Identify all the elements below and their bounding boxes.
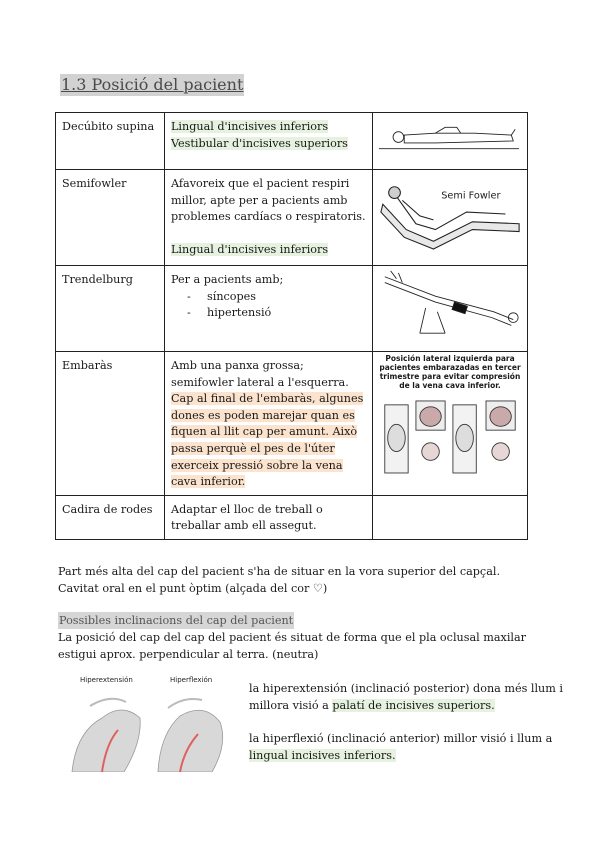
highlight-text: Vestibular d'incisives superiors	[171, 136, 348, 150]
hyperflexion-text	[249, 730, 569, 764]
condition-list	[171, 289, 366, 322]
section-intro: La posició del cap del cap del pacient és situat de forma que el pla oclusal maxilar estigui aprox. perpendicular al terra. (neutra)	[58, 631, 527, 661]
supine-figure	[377, 115, 523, 163]
position-name: Decúbito supina	[56, 113, 165, 170]
position-desc	[165, 352, 373, 496]
pregnancy-position-figure	[377, 394, 523, 478]
position-name: Cadira de rodes	[56, 495, 165, 539]
position-desc	[165, 170, 373, 266]
hyperflexion-label: Hiperflexión	[170, 676, 213, 684]
pregnancy-caption: Posición lateral izquierda para pacientes embarazadas en tercer trimestre para evitar compresión de la vena cava inferior.	[379, 354, 521, 390]
semi-fowler-figure	[377, 172, 523, 256]
highlight-text: Lingual d'incisives inferiors	[171, 120, 329, 133]
position-image-cell	[373, 113, 528, 170]
hyperextension-desc: la hiperextensión (inclinació posterior) dona més llum i millora visió a	[249, 682, 564, 712]
highlight-text: lingual incisives inferiors.	[249, 749, 396, 762]
position-text: Afavoreix que el pacient respiri millor, apte per a pacients amb problemes cardíacs o respiratoris.	[171, 177, 366, 224]
hyperextension-label: Hiperextensión	[80, 676, 133, 684]
positions-table	[55, 112, 528, 540]
position-desc: Adaptar el lloc de treball o treballar amb ell assegut.	[165, 495, 373, 539]
semi-fowler-caption: Semi Fowler	[441, 190, 501, 202]
paragraph: Part més alta del cap del pacient s'ha de situar en la vora superior del capçal.	[58, 565, 501, 578]
position-name: Trendelburg	[56, 266, 165, 352]
hyperextension-head	[72, 699, 140, 772]
position-name: Embaràs	[56, 352, 165, 496]
position-text: Per a pacients amb;	[171, 273, 284, 286]
highlight-text: Lingual d'incisives inferiors	[171, 243, 329, 257]
position-image-cell	[373, 495, 528, 539]
highlight-text: Cap al final de l'embaràs, algunes dones es poden marejar quan es fiquen al llit cap per amunt. Això passa perquè el pes de l'úter exerceix pressió sobre la vena cava inferior.	[171, 392, 364, 489]
position-name: Semifowler	[56, 170, 165, 266]
position-text: Amb una panxa grossa; semifowler lateral a l'esquerra.	[171, 359, 349, 389]
list-item: - síncopes	[187, 289, 366, 306]
table-row	[56, 113, 528, 170]
position-image-cell	[373, 266, 528, 352]
position-desc	[165, 113, 373, 170]
list-item: - hipertensió	[187, 305, 366, 322]
highlight-text: palatí de incisives superiors.	[332, 699, 495, 712]
position-desc	[165, 266, 373, 352]
hyperextension-text	[249, 680, 569, 714]
table-row	[56, 170, 528, 266]
table-row	[56, 266, 528, 352]
hyperflexion-desc: la hiperflexió (inclinació anterior) millor visió i llum a	[249, 732, 553, 745]
table-row	[56, 495, 528, 539]
page-title: 1.3 Posició del pacient	[61, 75, 244, 94]
paragraph: Cavitat oral en el punt òptim (alçada del cor ♡)	[58, 582, 328, 595]
trendelenburg-figure	[377, 268, 523, 340]
section-heading: Possibles inclinacions del cap del pacient	[59, 614, 294, 627]
head-inclination-figure	[62, 672, 232, 772]
position-image-cell	[373, 170, 528, 266]
table-row	[56, 352, 528, 496]
position-image-cell	[373, 352, 528, 496]
hyperflexion-head	[158, 699, 223, 772]
